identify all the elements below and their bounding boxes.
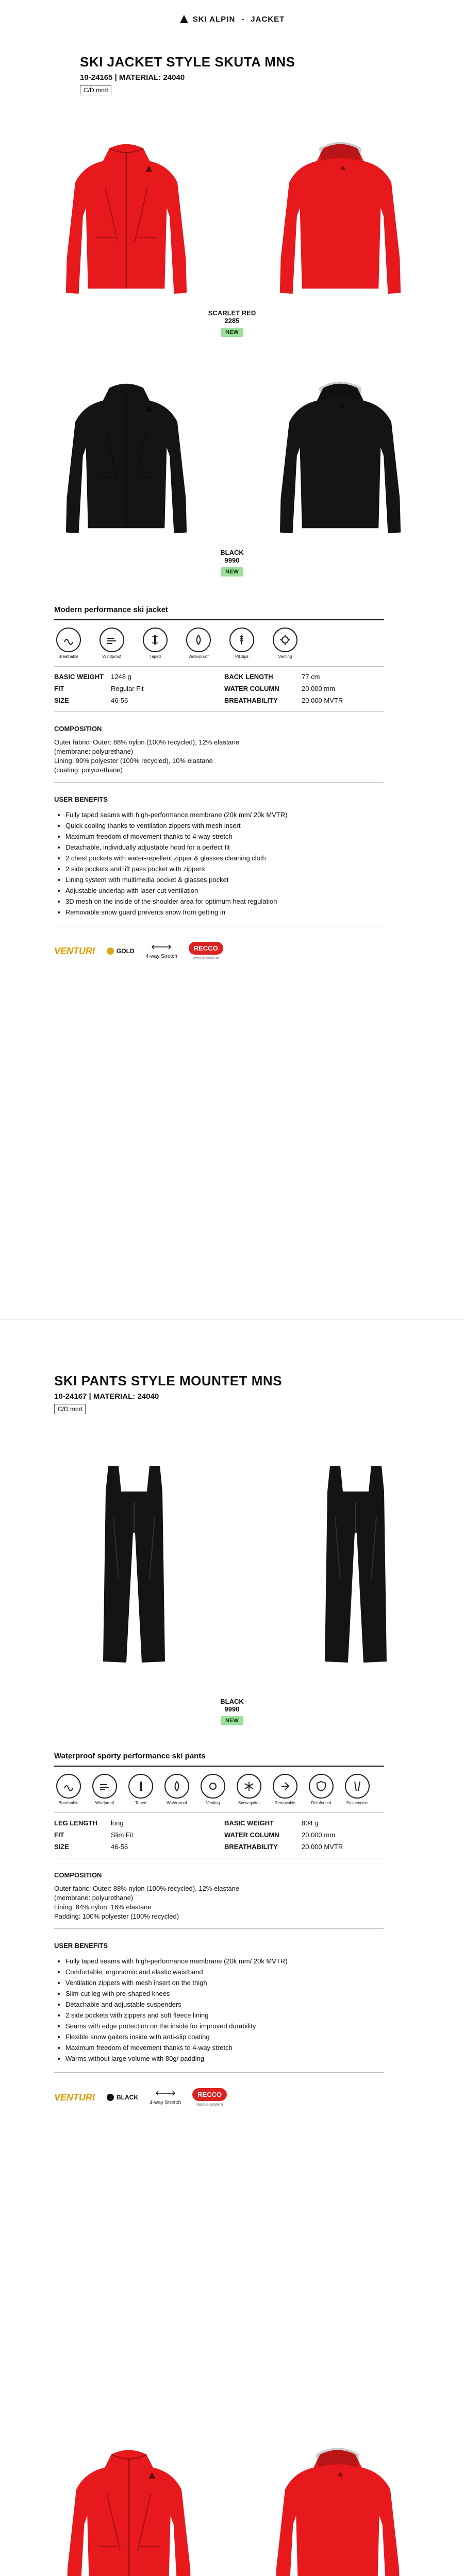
feature-taped: Taped (141, 628, 170, 659)
feature-taped: Taped (126, 1774, 155, 1805)
vent-icon (207, 1780, 219, 1792)
list-item: • Quick cooling thanks to ventilation zippers with mesh insert (65, 820, 334, 831)
composition-text: Outer fabric: Outer: 88% nylon (100% recycled), 12% elastane (membrane: polyurethane) Lining: 84% nylon, 16% elastane Padding: 100% polyester (100% recycled) (54, 1885, 240, 1920)
waterdrop-icon (192, 634, 205, 646)
variant-code: 2285 (224, 317, 240, 325)
list-item: • 2 chest pockets with water-repellent zipper & glasses cleaning cloth (65, 853, 334, 863)
pants-title-block (54, 1373, 282, 1414)
list-item: • Maximum freedom of movement thanks to 4-way stretch (65, 831, 334, 842)
list-item: • Comfortable, ergonomic and elastic waistband (65, 1967, 354, 1977)
feature-waterproof: Waterproof (184, 628, 213, 659)
jacket-title: SKI JACKET STYLE SKUTA MNS (80, 54, 295, 70)
list-item: • 3D mesh on the inside of the shoulder area for optimum heat regulation (65, 896, 334, 907)
jacket-black-front-image (62, 371, 191, 541)
section-separator (0, 1319, 464, 1320)
feature-pit-zips: Pit zips (227, 628, 256, 659)
jacket-title-block (80, 54, 295, 95)
pants-fit-badge: C/D mod (54, 1404, 86, 1414)
brand-name: SKI ALPIN (192, 14, 236, 24)
composition-title: COMPOSITION (54, 1871, 102, 1879)
list-item: • Slim-cut leg with pre-shaped knees (65, 1988, 354, 1999)
variant-black (196, 1698, 268, 1725)
list-item: • 2 side pockets and lift pass pocket with zippers (65, 863, 334, 874)
jacket-article: 10-24165 | MATERIAL: 24040 (80, 73, 185, 82)
jacket-feature-icons (54, 628, 384, 659)
stretch-arrows-icon (155, 2089, 176, 2098)
variant-black (196, 549, 268, 577)
divider (54, 711, 384, 712)
jacket-benefits-list (54, 809, 334, 918)
list-item: • Maximum freedom of movement thanks to 4-way stretch (65, 2042, 354, 2053)
breathable-icon (62, 634, 75, 646)
feature-reinforced: Reinforced (307, 1774, 336, 1805)
feature-venting: Venting (271, 628, 300, 659)
breathable-icon (62, 1780, 75, 1792)
composition-title: COMPOSITION (54, 725, 102, 733)
wind-icon (98, 1780, 111, 1792)
waterdrop-icon (171, 1780, 183, 1792)
black-logo: BLACK (106, 2093, 138, 2102)
spec-row: BASIC WEIGHT 1248 g BACK LENGTH 77 cm (54, 673, 320, 681)
pants-black-back-image (304, 1453, 407, 1674)
divider (54, 2072, 384, 2073)
jacket-red-back-image (276, 131, 405, 301)
pants-benefits-list (54, 1956, 354, 2064)
variant-code: 9990 (224, 556, 240, 564)
benefits-title: USER BENEFITS (54, 1942, 108, 1950)
suspenders-icon (351, 1780, 363, 1792)
header-category: JACKET (251, 14, 285, 24)
feature-waterproof: Waterproof (162, 1774, 191, 1805)
jacket-red-front-image (62, 131, 191, 301)
brand-logo: SKI ALPIN - JACKET (179, 14, 285, 24)
spec-row: FIT Slim Fit WATER COLUMN 20.000 mm (54, 1831, 336, 1839)
new-badge: NEW (221, 567, 243, 577)
shield-icon (315, 1780, 327, 1792)
gold-badge-icon (106, 947, 114, 955)
list-item: • Removable snow guard prevents snow from getting in (65, 907, 334, 918)
snowflake-icon (243, 1780, 255, 1792)
jacket-section-title: Modern performance ski jacket (54, 605, 168, 614)
swiss-stretch-logo: 4-way Stretch (150, 2089, 181, 2106)
list-item: • Flexible snow gaiters inside with anti-slip coating (65, 2031, 354, 2042)
composition-text: Outer fabric: Outer: 88% nylon (100% recycled), 12% elastane (membrane: polyurethane) Lining: 90% polyester (100% recycled), 10% elastane (coating: polyurethane) (54, 738, 240, 774)
divider (54, 666, 384, 667)
list-item: • Lining system with multimedia pocket & glasses pocket (65, 874, 334, 885)
pants-feature-icons (54, 1774, 384, 1805)
gold-logo: GOLD (106, 947, 135, 955)
list-item: • Adjustable underlap with laser-cut ventilation (65, 885, 334, 896)
pants-details (54, 1752, 384, 2107)
taped-seam-icon (135, 1780, 147, 1792)
jacket-black-back-image (276, 371, 405, 541)
brand-mark-icon (179, 14, 189, 24)
venturi-logo: VENTURI (54, 945, 95, 956)
list-item: • Fully taped seams with high-performance membrane (20k mm/ 20k MVTR) (65, 1956, 354, 1967)
removable-icon (279, 1780, 291, 1792)
recco-logo: RECCO rescue system (189, 942, 223, 960)
page-header (0, 14, 464, 26)
spec-row: SIZE 46-56 BREATHABILITY 20.000 MVTR (54, 1843, 343, 1851)
feature-venting: Venting (198, 1774, 227, 1805)
divider (54, 1766, 384, 1767)
variant-name: BLACK (220, 549, 244, 556)
vent-icon (279, 634, 291, 646)
pants-section-title: Waterproof sporty performance ski pants (54, 1752, 206, 1760)
variant-name: BLACK (220, 1698, 244, 1705)
stretch-arrows-icon (151, 942, 172, 952)
feature-windproof: Windproof (90, 1774, 119, 1805)
variant-red (196, 309, 268, 337)
jacket-details (54, 605, 384, 960)
outfit-red-jacket-front-image (62, 2437, 196, 2576)
pants-article: 10-24167 | MATERIAL: 24040 (54, 1392, 159, 1401)
feature-snow-gaiter: Snow gaiter (235, 1774, 263, 1805)
recco-logo: RECCO rescue system (192, 2088, 227, 2107)
venturi-logo: VENTURI (54, 2092, 95, 2103)
jacket-spec-table (54, 671, 343, 706)
feature-breathable: Breathable (54, 1774, 83, 1805)
pants-title: SKI PANTS STYLE MOUNTET MNS (54, 1373, 283, 1388)
benefits-title: USER BENEFITS (54, 795, 108, 803)
spec-row: LEG LENGTH long BASIC WEIGHT 804 g (54, 1819, 319, 1827)
list-item: • Detachable, individually adjustable hood for a perfect fit (65, 842, 334, 853)
divider (54, 619, 384, 620)
divider (54, 1812, 384, 1813)
pants-tech-logos (54, 2088, 384, 2107)
list-item: • Detachable and adjustable suspenders (65, 1999, 354, 2010)
wind-icon (106, 634, 118, 646)
spec-row: SIZE 46-56 BREATHABILITY 20.000 MVTR (54, 697, 343, 704)
zipper-icon (236, 634, 248, 646)
taped-seam-icon (149, 634, 161, 646)
feature-breathable: Breathable (54, 628, 83, 659)
list-item: • 2 side pockets with zippers and soft fleece lining (65, 2010, 354, 2021)
feature-suspenders: Suspenders (343, 1774, 372, 1805)
list-item: • Ventilation zippers with mesh insert on the thigh (65, 1977, 354, 1988)
new-badge: NEW (221, 328, 243, 337)
divider (54, 1928, 384, 1929)
pants-spec-table (54, 1817, 343, 1853)
feature-removable: Removable (271, 1774, 300, 1805)
list-item: • Fully taped seams with high-performance membrane (20k mm/ 20k MVTR) (65, 809, 334, 820)
outfit-red-jacket-back-image (271, 2437, 405, 2576)
feature-windproof: Windproof (97, 628, 126, 659)
pants-black-front-image (82, 1453, 186, 1674)
variant-name: SCARLET RED (208, 309, 256, 317)
divider (54, 782, 384, 783)
jacket-tech-logos (54, 942, 384, 960)
new-badge: NEW (221, 1716, 243, 1725)
spec-row: FIT Regular Fit WATER COLUMN 20.000 mm (54, 685, 336, 692)
jacket-fit-badge: C/D mod (80, 85, 111, 95)
list-item: • Warms without large volume with 80g/ padding (65, 2053, 354, 2064)
variant-code: 9990 (224, 1705, 240, 1713)
swiss-stretch-logo: 4-way Stretch (146, 942, 177, 960)
black-badge-icon (106, 2093, 114, 2102)
list-item: • Seams with edge protection on the inside for improved durability (65, 2021, 354, 2031)
